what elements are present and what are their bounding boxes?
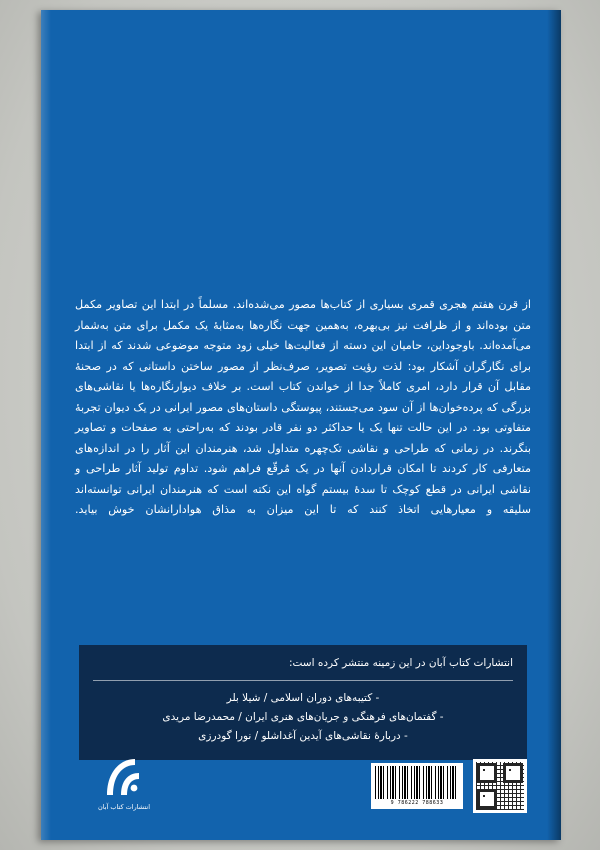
bottom-strip [79, 755, 527, 825]
barcode-bars [375, 766, 459, 799]
list-item: - گفتمان‌های فرهنگی و جریان‌های هنری ایران / محمدرضا مریدی [162, 711, 444, 723]
publisher-box-heading: انتشارات کتاب آبان در این زمینه منتشر کرده است: [93, 655, 513, 681]
cover-spine-shadow [547, 10, 561, 840]
publisher-logo [87, 755, 161, 823]
list-item: - کتیبه‌های دوران اسلامی / شیلا بلر [226, 692, 380, 704]
barcode [371, 763, 463, 809]
cover-edge-highlight [41, 10, 51, 840]
back-cover-blurb [75, 295, 531, 521]
publisher-logo-caption: انتشارات کتاب آبان [97, 803, 151, 811]
qr-code-icon [473, 759, 527, 813]
cover-panel [41, 10, 561, 840]
barcode-digits: 9 786222 788633 [390, 800, 444, 806]
publisher-logo-icon [101, 755, 147, 801]
list-item: - دربارهٔ نقاشی‌های آیدین آغداشلو / نورا گودرزی [198, 730, 408, 742]
publisher-titles-box [79, 645, 527, 760]
blurb-paragraph: از قرن هفتم هجری قمری بسیاری از کتاب‌ها مصور می‌شده‌اند. مسلماً در ابتدا این تصاویر مکمل متن بوده‌اند و از ظرافت نیز بی‌بهره، به‌همین جهت نگاره‌ها به‌مثابهٔ یک مکمل برای متن به‌شمار می‌آمده‌اند. باوجوداین، حامیان این دسته از فعالیت‌ها خیلی زود متوجه موضوعی شدند که از ابتدا برای نگارگران آشکار بود: لذت رؤیت تصویر، صرف‌نظر از مصور ساختن داستانی که در صحنهٔ مقابل آن قرار دارد، امری کاملاً جدا از خواندن کتاب است. بر خلاف دیوارنگاره‌ها یا نقاشی‌های بزرگی که پرده‌خوان‌ها از آن سود می‌جستند، پیوستگی داستان‌های مصور ایرانی در یک دیوان تجربهٔ متفاوتی بود. در این حالت تنها یک یا حداکثر دو نفر قادر بودند که به‌راحتی به صفحات و تصاویر بنگرند. در زمانی که طراحی و نقاشی تک‌چهره متداول شد، هنرمندان این آثار را در اندازه‌های متعارفی کار کردند تا امکان قراردادن آنها در یک مُرقّع فراهم شود. تداوم تولید آثار طراحی و نقاشی ایرانی در قطع کوچک تا سدهٔ بیستم گواه این نکته است که هنرمندان ایرانی توانسته‌اند سلیقه و معیارهایی اتخاذ کنند که تا این میزان به مذاق هوادارانشان خوش بیاید. [75, 298, 531, 516]
